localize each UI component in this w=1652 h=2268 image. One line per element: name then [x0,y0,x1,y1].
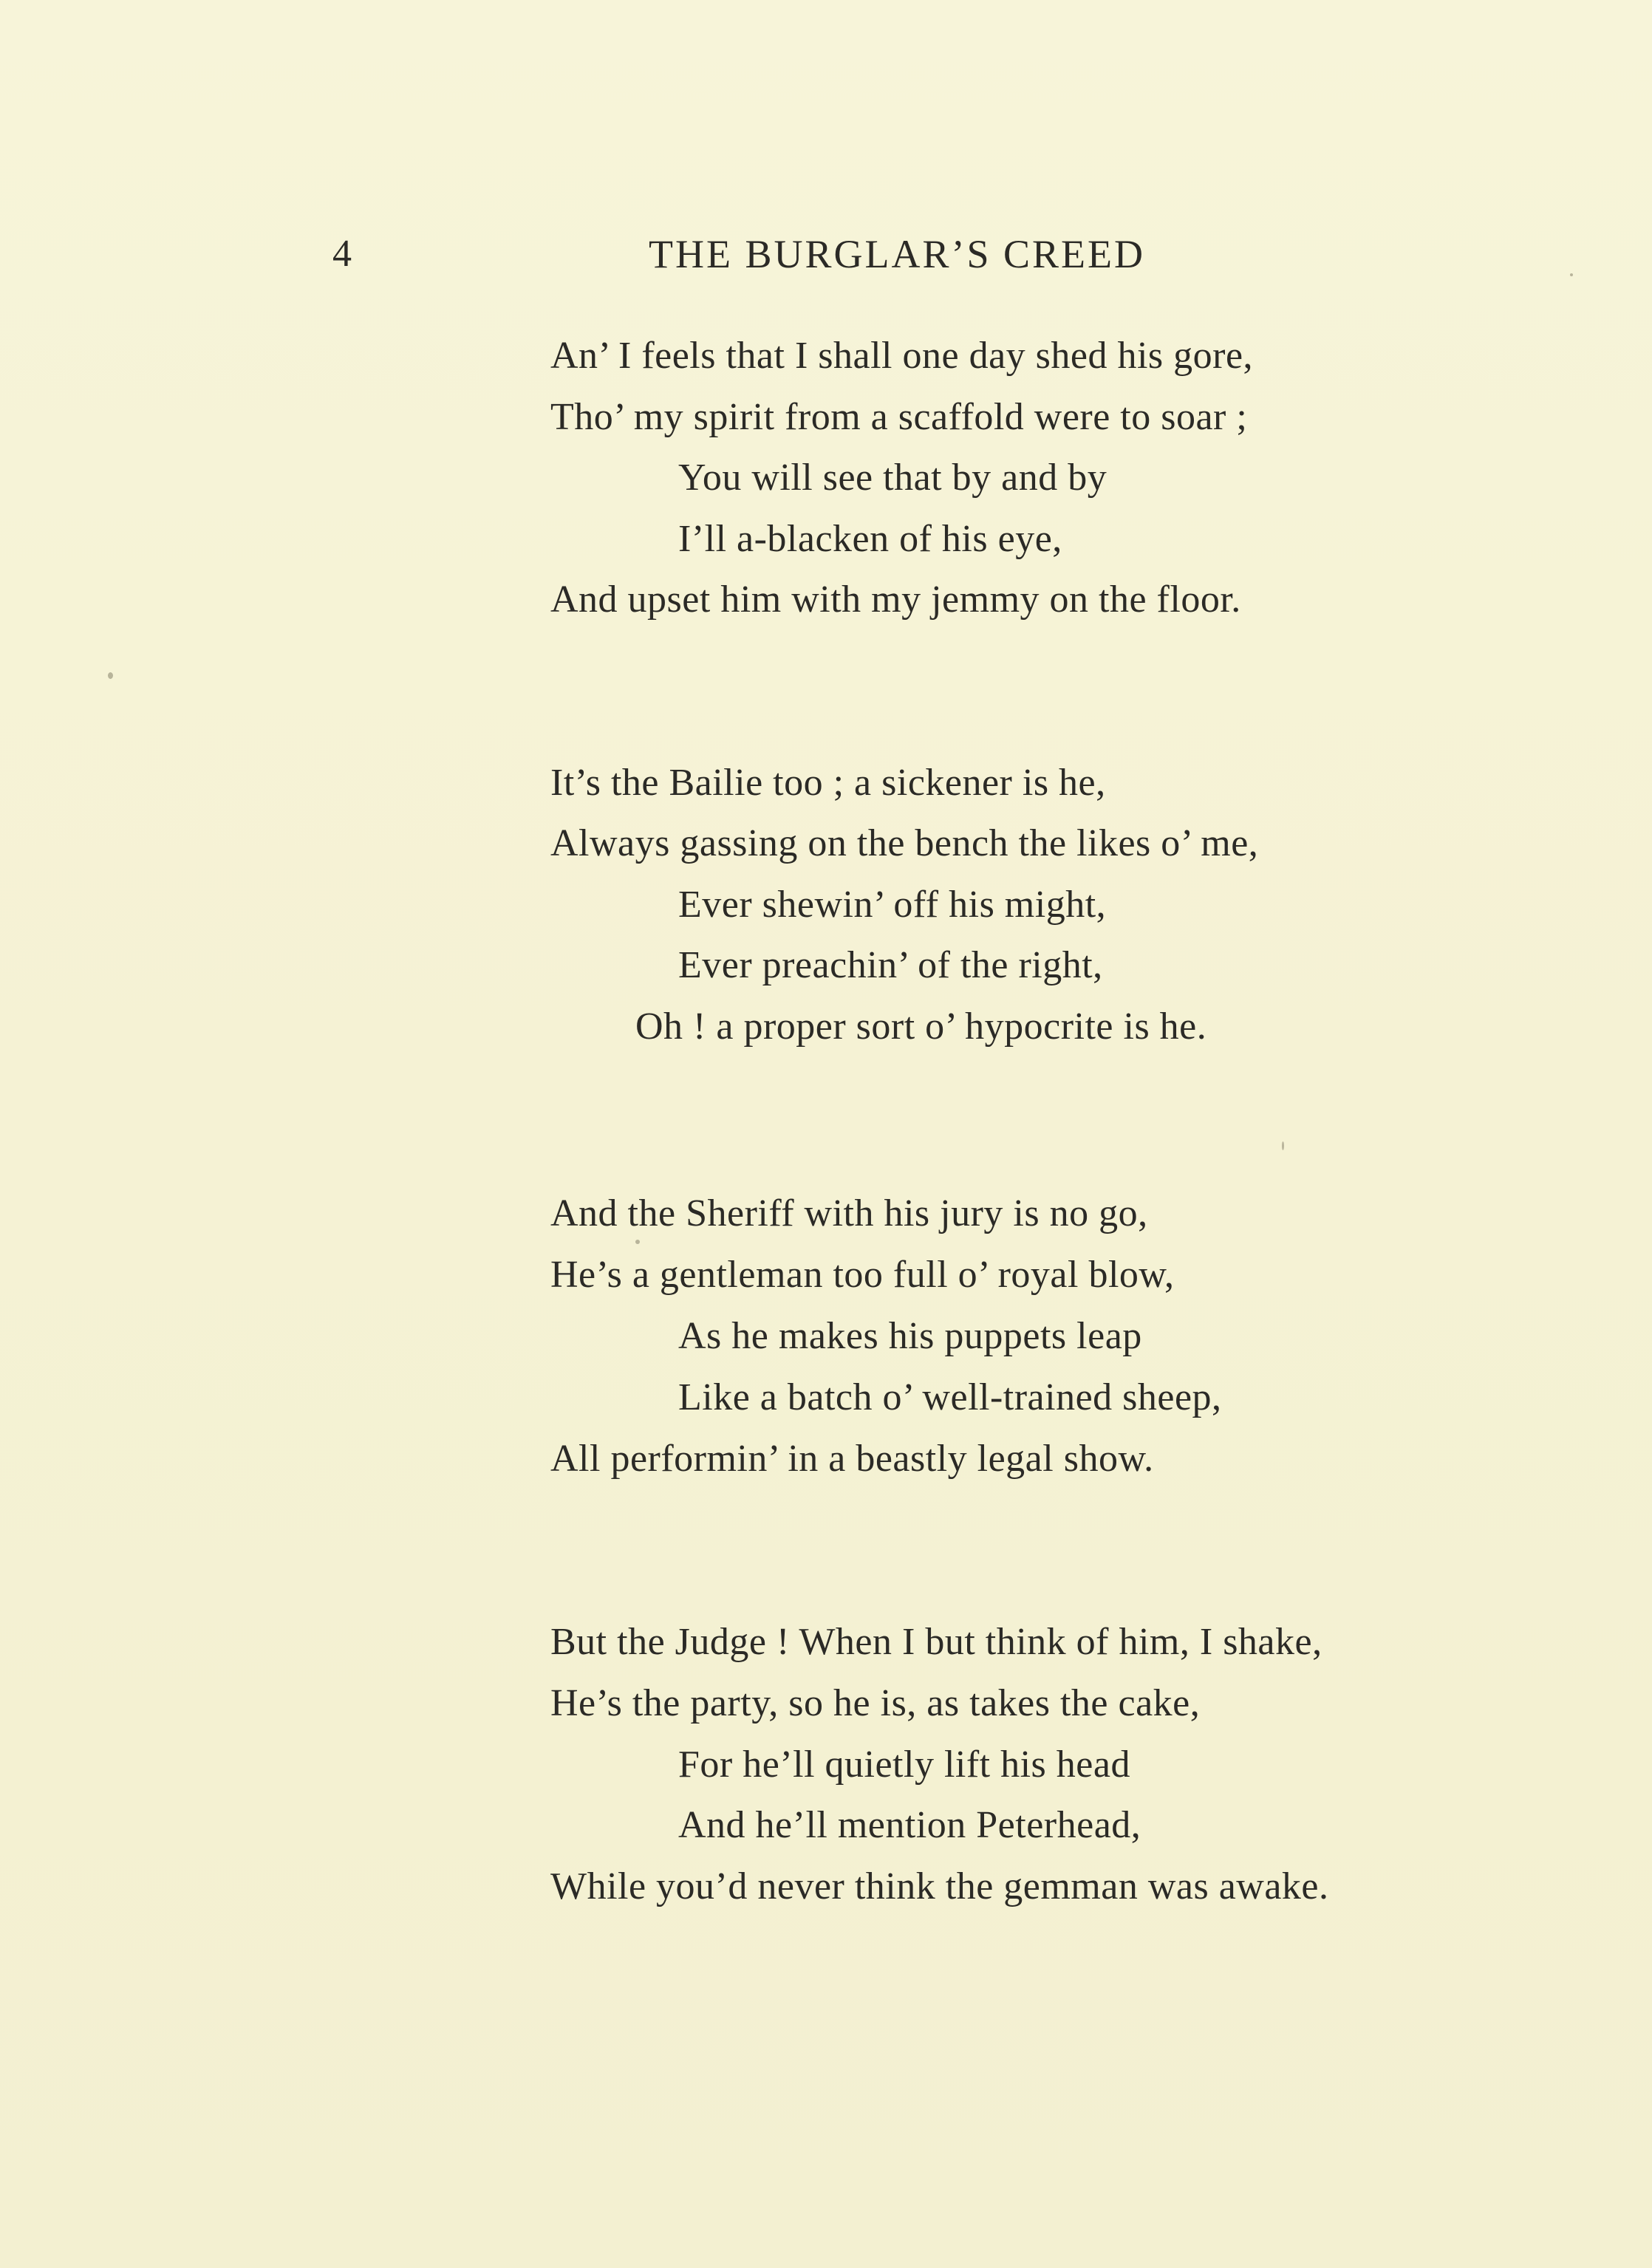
verse-line: All performin’ in a beastly legal show. [550,1438,1154,1480]
paper-speck [1282,1141,1284,1150]
verse-line: Ever shewin’ off his might, [678,884,1107,926]
verse-line: As he makes his puppets leap [678,1315,1142,1357]
paper-speck [108,672,113,679]
verse-line: He’s the party, so he is, as takes the cake, [550,1682,1201,1724]
verse-line: I’ll a-blacken of his eye, [678,518,1062,560]
verse-line: While you’d never think the gemman was awake. [550,1865,1329,1907]
verse-line: He’s a gentleman too full o’ royal blow, [550,1254,1175,1296]
verse-line: It’s the Bailie too ; a sickener is he, [550,762,1106,804]
verse-line: An’ I feels that I shall one day shed his gore, [550,335,1254,377]
verse-line: And upset him with my jemmy on the floor. [550,578,1241,621]
verse-line: And he’ll mention Peterhead, [678,1804,1141,1846]
verse-line: You will see that by and by [678,457,1107,499]
verse-line: Oh ! a proper sort o’ hypocrite is he. [635,1005,1207,1048]
verse-line: Like a batch o’ well-trained sheep, [678,1376,1222,1418]
verse-line: Ever preachin’ of the right, [678,944,1103,986]
paper-speck [1570,273,1573,276]
running-head: THE BURGLAR’S CREED [649,232,1146,276]
page-number: 4 [332,233,352,275]
verse-line: Always gassing on the bench the likes o’ me, [550,822,1259,864]
verse-line: Tho’ my spirit from a scaffold were to soar ; [550,396,1248,438]
paper-speck [635,1240,640,1244]
verse-line: But the Judge ! When I but think of him, I shake, [550,1621,1322,1663]
verse-line: For he’ll quietly lift his head [678,1743,1130,1786]
verse-line: And the Sheriff with his jury is no go, [550,1192,1148,1234]
